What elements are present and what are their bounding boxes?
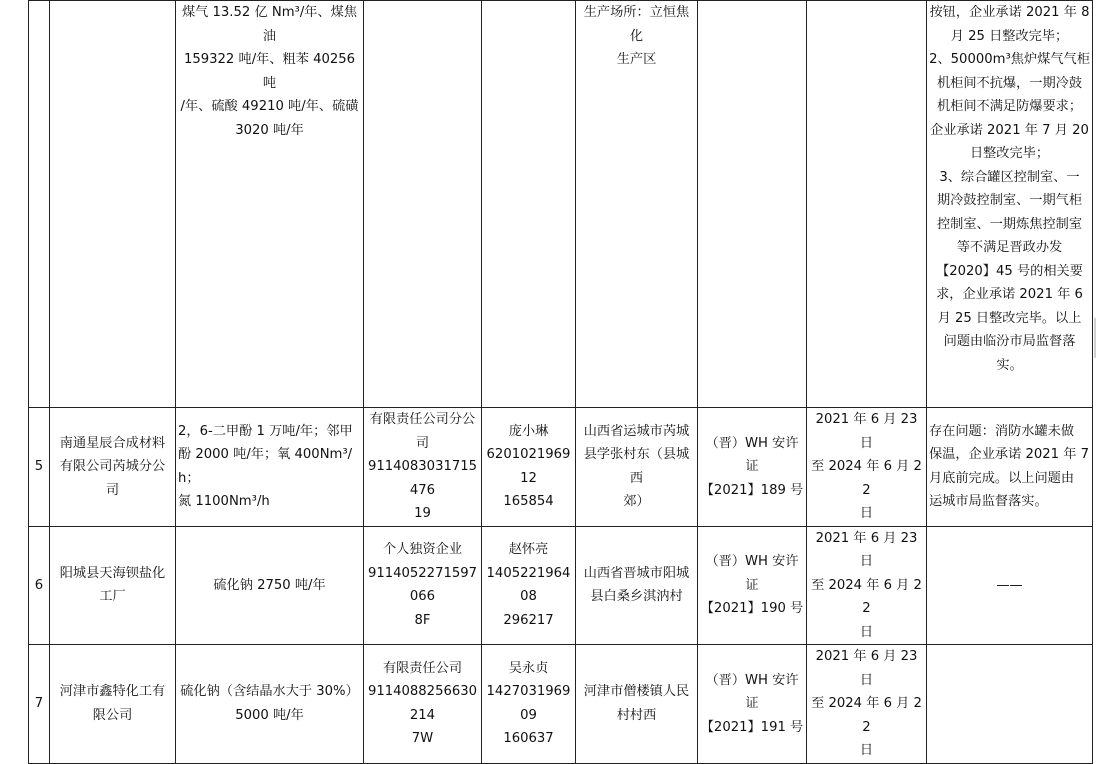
address-cell: 河津市僧楼镇人民 村村西 [576, 645, 698, 764]
remarks-cell: 存在问题：消防水罐未做 保温，企业承诺 2021 年 7 月底前完成。以上问题由 运城市局监督落实。 [927, 408, 1093, 527]
table-row [29, 1, 1093, 408]
product-cell: 煤气 13.52 亿 Nm³/年、煤焦油 159322 吨/年、粗苯 40256 吨 /年、硫酸 49210 吨/年、硫磺 3020 吨/年 [176, 1, 364, 408]
table-row [29, 408, 1093, 527]
license-table [28, 0, 1093, 764]
type-code-cell [364, 1, 482, 408]
address-cell: 生产场所：立恒焦化 生产区 [576, 1, 698, 408]
company-cell [50, 1, 176, 408]
product-cell: 2，6-二甲酚 1 万吨/年；邻甲 酚 2000 吨/年；氧 400Nm³/h； 氮 1100Nm³/h [176, 408, 364, 527]
row-number-cell: 7 [29, 645, 50, 764]
license-cell: （晋）WH 安许证 【2021】190 号 [698, 526, 807, 645]
address-cell: 山西省晋城市阳城 县白桑乡淇汭村 [576, 526, 698, 645]
person-cell [482, 1, 576, 408]
license-cell: （晋）WH 安许证 【2021】189 号 [698, 408, 807, 527]
remarks-cell: 按钮，企业承诺 2021 年 8 月 25 日整改完毕； 2、50000m³焦炉煤气气柜 机柜间不抗爆，一期冷鼓 机柜间不满足防爆要求； 企业承诺 2021 年 7 月 20 日整改完毕； 3、综合罐区控制室、一 期冷鼓控制室、一期气柜 控制室、一期炼焦控制室 等不满足晋政办发 【2020】45 号的相关要 求，企业承诺 2021 年 6 月 25 日整改完毕。以上 问题由临汾市局监督落 实。 [927, 1, 1093, 408]
validity-cell: 2021 年 6 月 23 日 至 2024 年 6 月 22 日 [807, 526, 927, 645]
license-cell: （晋）WH 安许证 【2021】191 号 [698, 645, 807, 764]
row-number-cell: 6 [29, 526, 50, 645]
product-cell: 硫化钠（含结晶水大于 30%） 5000 吨/年 [176, 645, 364, 764]
page-edge-mark [1094, 318, 1096, 358]
person-cell: 吴永贞 142703196909 160637 [482, 645, 576, 764]
company-cell: 南通星辰合成材料 有限公司芮城分公 司 [50, 408, 176, 527]
company-cell: 河津市鑫特化工有 限公司 [50, 645, 176, 764]
address-cell: 山西省运城市芮城 县学张村东（县城西 郊） [576, 408, 698, 527]
row-number-cell [29, 1, 50, 408]
validity-cell [807, 1, 927, 408]
company-cell: 阳城县天海钡盐化 工厂 [50, 526, 176, 645]
remarks-cell: —— [927, 526, 1093, 645]
person-cell: 赵怀亮 140522196408 296217 [482, 526, 576, 645]
row-number-cell: 5 [29, 408, 50, 527]
type-code-cell: 有限责任公司 9114088256630214 7W [364, 645, 482, 764]
validity-cell: 2021 年 6 月 23 日 至 2024 年 6 月 22 日 [807, 645, 927, 764]
person-cell: 庞小琳 620102196912 165854 [482, 408, 576, 527]
type-code-cell: 有限责任公司分公 司 9114083031715476 19 [364, 408, 482, 527]
table-row [29, 526, 1093, 645]
product-cell: 硫化钠 2750 吨/年 [176, 526, 364, 645]
type-code-cell: 个人独资企业 9114052271597066 8F [364, 526, 482, 645]
remarks-cell [927, 645, 1093, 764]
table-row [29, 645, 1093, 764]
license-cell [698, 1, 807, 408]
validity-cell: 2021 年 6 月 23 日 至 2024 年 6 月 22 日 [807, 408, 927, 527]
